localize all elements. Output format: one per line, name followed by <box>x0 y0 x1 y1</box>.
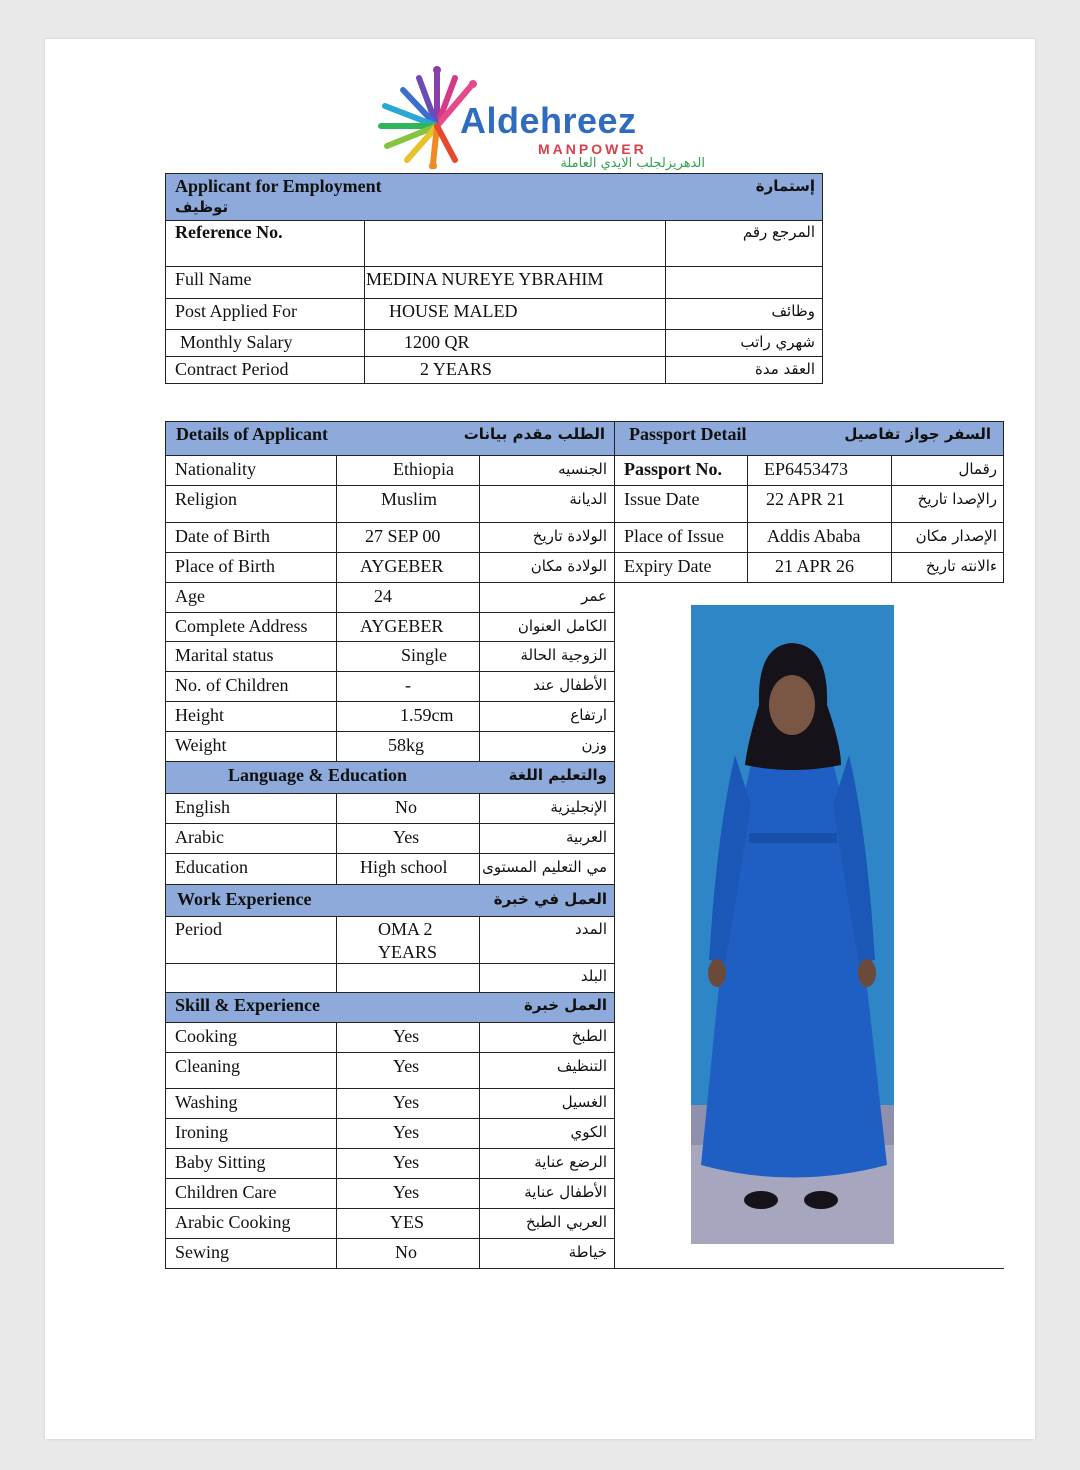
education-label-ar: مي التعليم المستوى <box>482 858 607 876</box>
issue-date-label-ar: رالإصدا تاريخ <box>917 490 997 508</box>
ironing-label: Ironing <box>175 1122 228 1142</box>
baby-sitting-value: Yes <box>393 1152 420 1172</box>
height-label-ar: ارتفاع <box>570 706 607 724</box>
skills-title: Skill & Experience <box>175 995 320 1015</box>
sewing-value: No <box>395 1242 417 1262</box>
english-label-ar: الإنجليزية <box>550 798 607 816</box>
cooking-label: Cooking <box>175 1026 238 1046</box>
work-title-ar: العمل في خبرة <box>493 890 607 908</box>
cooking-value: Yes <box>393 1026 420 1046</box>
children-value: - <box>405 675 411 695</box>
contract-label: Contract Period <box>175 359 289 379</box>
company-logo <box>375 64 715 174</box>
form-title-ar-right: إستمارة <box>755 177 815 195</box>
english-value: No <box>395 797 417 817</box>
full-name-label: Full Name <box>175 269 252 289</box>
children-care-label-ar: الأطفال عناية <box>524 1183 607 1201</box>
passport-no-label: Passport No. <box>624 459 722 479</box>
passport-title: Passport Detail <box>629 424 747 444</box>
period-label: Period <box>175 919 222 939</box>
baby-sitting-label-ar: الرضع عناية <box>534 1153 607 1171</box>
details-title: Details of Applicant <box>176 424 329 444</box>
place-of-issue-label: Place of Issue <box>624 526 724 546</box>
washing-label-ar: الغسيل <box>561 1093 607 1111</box>
expiry-date-value: 21 APR 26 <box>775 556 855 576</box>
religion-label: Religion <box>175 489 237 509</box>
application-form-page <box>45 39 1035 1439</box>
washing-label: Washing <box>175 1092 238 1112</box>
company-subtitle: MANPOWER <box>538 141 647 157</box>
passport-title-ar: السفر جواز تفاصيل <box>844 425 991 443</box>
details-title-ar: الطلب مقدم بيانات <box>463 425 605 443</box>
skills-title-ar: العمل خبرة <box>523 996 607 1014</box>
company-arabic-tagline: الدهريزلجلب الايدي العاملة <box>560 156 705 171</box>
age-label: Age <box>175 586 205 606</box>
contract-value: 2 YEARS <box>420 359 492 379</box>
weight-label: Weight <box>175 735 227 755</box>
height-label: Height <box>175 705 224 725</box>
dob-value: 27 SEP 00 <box>365 526 441 546</box>
marital-value: Single <box>401 645 448 665</box>
pob-label-ar: الولادة مكان <box>530 557 607 575</box>
address-value: AYGEBER <box>360 616 444 636</box>
marital-label: Marital status <box>175 645 274 665</box>
reference-label: Reference No. <box>175 222 283 242</box>
issue-date-label: Issue Date <box>624 489 700 509</box>
country-label-ar: البلد <box>580 967 607 985</box>
cleaning-value: Yes <box>393 1056 420 1076</box>
post-label-ar: وظائف <box>771 302 815 320</box>
dob-label-ar: الولادة تاريخ <box>532 527 607 545</box>
education-label: Education <box>175 857 248 877</box>
form-title: Applicant for Employment <box>175 176 382 196</box>
cleaning-label: Cleaning <box>175 1056 240 1076</box>
reference-label-ar: المرجع رقم <box>742 223 815 241</box>
salary-value: 1200 QR <box>404 332 470 352</box>
expiry-date-label-ar: ءالانته تاريخ <box>925 557 997 575</box>
ironing-label-ar: الكوي <box>570 1123 607 1141</box>
religion-value: Muslim <box>381 489 438 509</box>
arabic-cooking-label-ar: العربي الطبخ <box>526 1213 607 1231</box>
cooking-label-ar: الطبخ <box>571 1027 607 1045</box>
period-value-line2: YEARS <box>378 942 438 962</box>
salary-label-ar: شهري راتب <box>740 333 815 351</box>
children-care-value: Yes <box>393 1182 420 1202</box>
expiry-date-label: Expiry Date <box>624 556 712 576</box>
passport-no-value: EP6453473 <box>764 459 849 479</box>
sewing-label: Sewing <box>175 1242 229 1262</box>
arabic-label: Arabic <box>175 827 224 847</box>
salary-label: Monthly Salary <box>180 332 293 352</box>
place-of-issue-label-ar: الإصدار مكان <box>915 527 997 545</box>
arabic-label-ar: العربية <box>566 828 607 846</box>
address-label-ar: الكامل العنوان <box>517 617 607 635</box>
post-label: Post Applied For <box>175 301 298 321</box>
applicant-photo <box>691 605 894 1244</box>
ironing-value: Yes <box>393 1122 420 1142</box>
form-title-ar-left: توظيف <box>175 198 229 216</box>
children-care-label: Children Care <box>175 1182 277 1202</box>
company-name: Aldehreez <box>460 100 637 141</box>
arabic-value: Yes <box>393 827 420 847</box>
period-label-ar: المدد <box>575 920 607 938</box>
nationality-label: Nationality <box>175 459 256 479</box>
address-label: Complete Address <box>175 616 308 636</box>
sewing-label-ar: خياطة <box>568 1243 607 1261</box>
pob-value: AYGEBER <box>360 556 444 576</box>
religion-label-ar: الديانة <box>569 490 607 508</box>
full-name-value: MEDINA NUREYE YBRAHIM <box>366 269 604 289</box>
post-value: HOUSE MALED <box>389 301 518 321</box>
contract-label-ar: العقد مدة <box>755 360 815 378</box>
nationality-label-ar: الجنسيه <box>558 460 607 478</box>
dob-label: Date of Birth <box>175 526 270 546</box>
cleaning-label-ar: التنظيف <box>556 1057 607 1075</box>
work-title: Work Experience <box>177 889 312 909</box>
weight-label-ar: وزن <box>581 736 607 754</box>
arabic-cooking-label: Arabic Cooking <box>175 1212 291 1232</box>
age-value: 24 <box>374 586 392 606</box>
passport-no-label-ar: رقمال <box>958 460 997 478</box>
place-of-issue-value: Addis Ababa <box>767 526 861 546</box>
arabic-cooking-value: YES <box>390 1212 425 1232</box>
english-label: English <box>175 797 231 817</box>
age-label-ar: عمر <box>581 587 607 605</box>
language-title-ar: والتعليم اللغة <box>508 766 607 784</box>
issue-date-value: 22 APR 21 <box>766 489 846 509</box>
washing-value: Yes <box>393 1092 420 1112</box>
children-label: No. of Children <box>175 675 289 695</box>
language-title: Language & Education <box>228 765 408 785</box>
pob-label: Place of Birth <box>175 556 275 576</box>
period-value-line1: OMA 2 <box>378 919 433 939</box>
height-value: 1.59cm <box>400 705 454 725</box>
education-value: High school <box>360 857 448 877</box>
marital-label-ar: الزوجية الحالة <box>520 646 607 664</box>
baby-sitting-label: Baby Sitting <box>175 1152 266 1172</box>
nationality-value: Ethiopia <box>393 459 454 479</box>
children-label-ar: الأطفال عند <box>533 676 607 694</box>
weight-value: 58kg <box>388 735 424 755</box>
